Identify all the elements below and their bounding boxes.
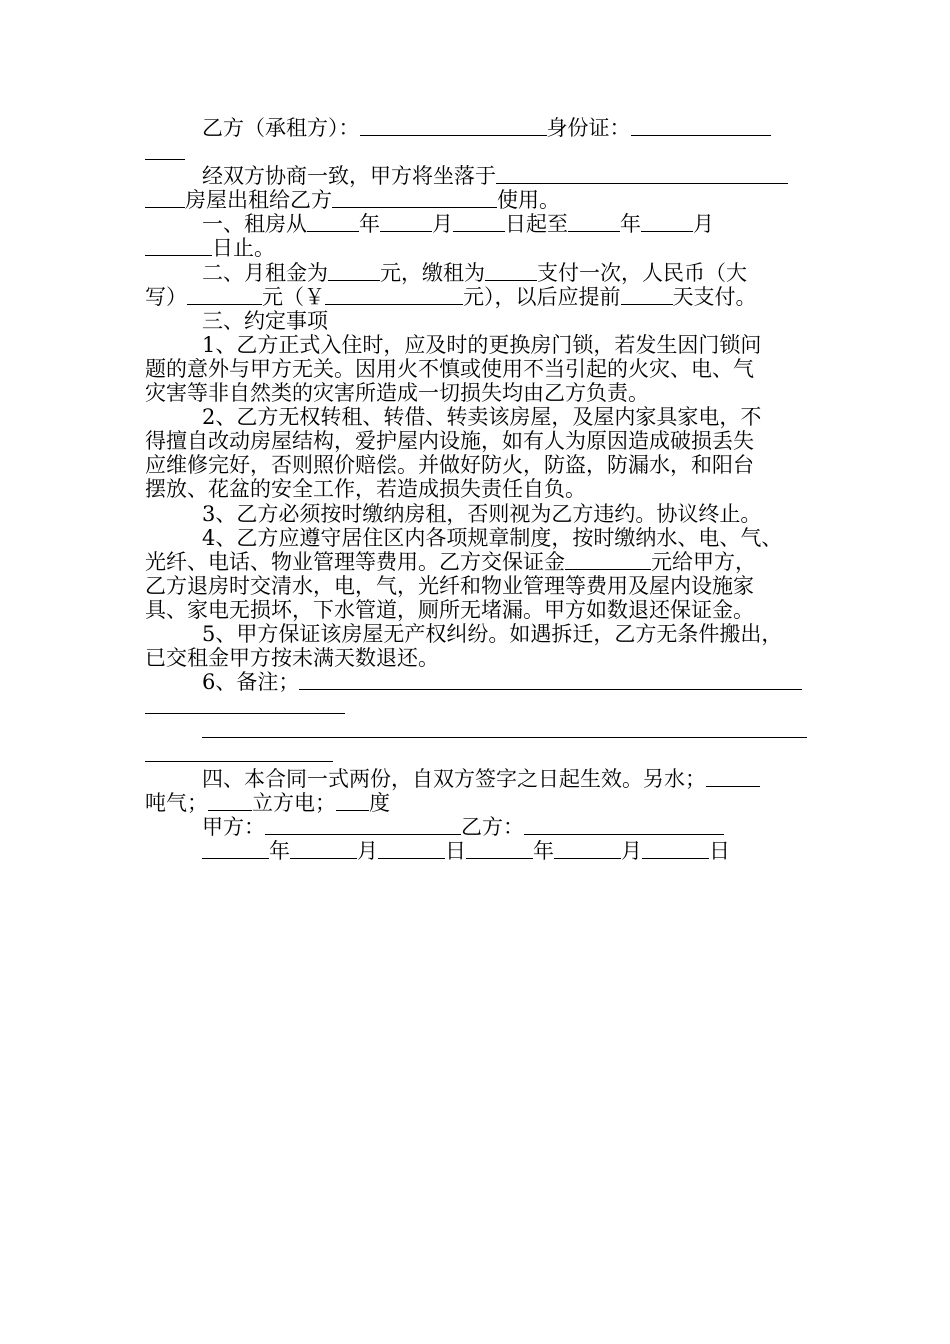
party-a-signature-blank [265, 815, 461, 835]
a-year-label: 年 [269, 838, 290, 863]
premises-line-1 [145, 164, 807, 188]
deposit-to-a-text: 元给甲方， [651, 549, 756, 574]
premises-text: 经双方协商一致，甲方将坐落于 [202, 164, 496, 189]
electricity-blank [336, 791, 369, 811]
start-month-blank [380, 212, 432, 232]
party-b-signature-label: 乙方： [461, 814, 524, 839]
remarks-blank-2 [202, 718, 807, 738]
b-year-blank [466, 839, 533, 859]
remarks-blank-line-2 [145, 718, 807, 742]
a-day-label: 日 [445, 838, 466, 863]
degree-unit: 度 [369, 790, 390, 815]
start-month-label: 月 [432, 212, 453, 237]
start-year-blank [307, 212, 359, 232]
item4-line-4: 具、家电无损坏，下水管道，厕所无堵漏。甲方如数退还保证金。 [145, 597, 754, 622]
party-a-signature-label: 甲方： [202, 814, 265, 839]
signature-line [145, 815, 807, 839]
item1-line-2: 题的意外与甲方无关。因用火不慎或使用不当引起的火灾、电、气 [145, 356, 754, 381]
monthly-rent-text: 二、月租金为 [202, 260, 328, 285]
id-card-blank-cont [145, 140, 185, 160]
premises-rent-text: 房屋出租给乙方 [185, 188, 332, 213]
id-card-blank [631, 116, 771, 136]
end-day-blank [145, 236, 212, 256]
party-b-line [145, 116, 807, 140]
item2-line-2: 得擅自改动房屋结构，爱护屋内设施，如有人为原因造成破损丢失 [145, 429, 754, 454]
rental-contract [145, 116, 807, 863]
location-blank-cont [145, 188, 185, 208]
b-month-label: 月 [621, 838, 642, 863]
party-b-label: 乙方（承租方）： [202, 116, 360, 140]
item3-line: 3、乙方必须按时缴纳房租，否则视为乙方违约。协议终止。 [202, 501, 762, 526]
remarks-blank-line-1 [145, 694, 807, 718]
end-year-label: 年 [620, 212, 641, 237]
start-day-blank [453, 212, 505, 232]
item5-line-1: 5、甲方保证该房屋无产权纠纷。如遇拆迁，乙方无条件搬出， [202, 621, 783, 646]
clause4-line-1 [145, 767, 807, 791]
clause1-line-1 [145, 212, 807, 236]
item4-line-1: 4、乙方应遵守居住区内各项规章制度，按时缴纳水、电、气、 [202, 525, 783, 550]
b-year-label: 年 [533, 838, 554, 863]
item1-line-1: 1、乙方正式入住时，应及时的更换房门锁，若发生因门锁问 [202, 332, 762, 357]
b-month-blank [554, 839, 621, 859]
id-card-blank-wrap [145, 140, 807, 164]
remarks-blank-cont [145, 694, 345, 714]
item4-line-3: 乙方退房时交清水，电，气，光纤和物业管理等费用及屋内设施家 [145, 573, 754, 598]
deposit-text: 光纤、电话、物业管理等费用。乙方交保证金 [145, 549, 565, 574]
a-month-label: 月 [357, 838, 378, 863]
remarks-blank-line-3 [145, 742, 807, 766]
a-year-blank [202, 839, 269, 859]
premises-use-text: 使用。 [497, 188, 560, 213]
party-b-name-blank [360, 116, 547, 136]
item4-line-2 [145, 550, 807, 574]
advance-text: 元），以后应提前 [463, 284, 621, 309]
start-year-label: 年 [359, 212, 380, 237]
payment-term-blank [485, 261, 537, 281]
clause2-line-2 [145, 285, 807, 309]
end-day-label: 日止。 [212, 236, 275, 261]
id-card-label: 身份证： [546, 116, 631, 140]
water-blank [706, 767, 760, 787]
a-month-blank [290, 839, 357, 859]
remarks-blank [299, 670, 802, 690]
advance-days-text: 天支付。 [672, 284, 757, 309]
clause4-text: 四、本合同一式两份，自双方签字之日起生效。另水； [202, 766, 706, 791]
remarks-label: 6、备注； [202, 670, 300, 695]
clause4-line-2 [145, 791, 807, 815]
end-year-blank [568, 212, 620, 232]
date-line [145, 839, 807, 863]
capital-amount-blank [187, 285, 262, 305]
item2-line-4: 摆放、花盆的安全工作，若造成损失责任自负。 [145, 477, 586, 502]
clause3-title: 三、约定事项 [202, 308, 328, 333]
monthly-rent-blank [328, 261, 380, 281]
item5-line-2: 已交租金甲方按未满天数退还。 [145, 646, 439, 671]
premises-line-2 [145, 188, 807, 212]
a-day-blank [378, 839, 445, 859]
advance-days-blank [621, 285, 673, 305]
payment-term-text: 元，缴租为 [380, 260, 485, 285]
rmb-text: 支付一次，人民币（大 [537, 260, 747, 285]
capital-text: 写） [145, 284, 187, 309]
start-day-label: 日起至 [505, 212, 568, 237]
clause2-line-1 [145, 261, 807, 285]
gas-label: 吨气； [145, 790, 208, 815]
deposit-blank [565, 550, 651, 570]
party-b-signature-blank [524, 815, 724, 835]
electricity-label: 立方电； [252, 790, 336, 815]
item2-line-1: 2、乙方无权转租、转借、转卖该房屋，及屋内家具家电，不 [202, 405, 762, 430]
end-month-label: 月 [693, 212, 714, 237]
use-blank [332, 188, 497, 208]
clause1-text: 一、租房从 [202, 212, 307, 237]
end-month-blank [641, 212, 693, 232]
b-day-label: 日 [709, 838, 730, 863]
location-blank [496, 164, 788, 184]
numeric-amount-blank [325, 285, 463, 305]
yuan-symbol-text: 元（￥ [262, 284, 325, 309]
item1-line-3: 灾害等非自然类的灾害所造成一切损失均由乙方负责。 [145, 381, 649, 406]
item6-line [145, 670, 807, 694]
remarks-blank-3 [145, 742, 333, 762]
gas-blank [208, 791, 252, 811]
item2-line-3: 应维修完好，否则照价赔偿。并做好防火，防盗，防漏水，和阳台 [145, 453, 754, 478]
b-day-blank [642, 839, 709, 859]
clause1-line-2 [145, 236, 807, 260]
